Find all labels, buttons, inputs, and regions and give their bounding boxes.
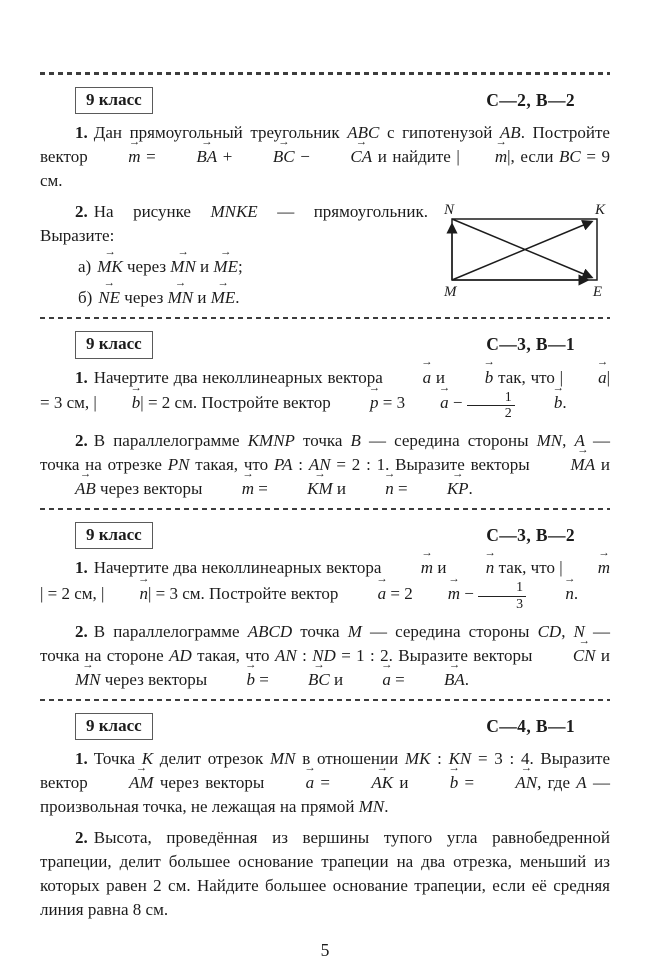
problem-body: Дан прямоугольный треугольник ABC с гипотенузой AB. Постройте вектор m → = BA → + BC → − CA → и найдите | m →|, если BC = 9 см. xyxy=(40,123,610,190)
section-header xyxy=(40,331,610,358)
dashed-separator xyxy=(40,317,610,320)
grade-badge: 9 класс xyxy=(75,713,153,740)
problem-text xyxy=(40,366,610,422)
section-s3-v1 xyxy=(40,331,610,500)
problem-number: 2. xyxy=(75,828,88,848)
grade-badge: 9 класс xyxy=(75,331,153,358)
rectangle-diagram xyxy=(440,202,610,298)
vertex-label-n: N xyxy=(444,201,455,218)
vertex-label-k: K xyxy=(594,201,605,218)
problem-body: В параллелограмме KMNP точка B — середина стороны MN, A — точка на отрезке PN такая, что PA : AN = 2 : 1. Выразите векторы MA → и AB → через векторы m → = KM → и n → = KP →. xyxy=(40,431,610,498)
subitem-label: а) xyxy=(78,256,92,276)
variant-code: С—2, В—2 xyxy=(486,89,575,110)
problem-text xyxy=(40,429,610,501)
section-header xyxy=(40,713,610,740)
section-s2-v2 xyxy=(40,87,610,317)
dashed-separator xyxy=(40,508,610,511)
vertex-label-e: E xyxy=(592,283,602,298)
section-s4-v1 xyxy=(40,713,610,922)
grade-badge: 9 класс xyxy=(75,522,153,549)
problem-with-figure xyxy=(40,200,610,317)
problem-number: 1. xyxy=(75,558,88,578)
section-header xyxy=(40,522,610,549)
rectangle-mnke-svg xyxy=(440,202,610,298)
section-header xyxy=(40,87,610,114)
problem-text xyxy=(40,620,610,692)
problem-text xyxy=(40,556,610,612)
problem-body: Высота, проведённая из вершины тупого угла равнобедренной трапеции, делит большее основание трапеции на два отрезка, меньший из которых равен 2 см. Найдите большее основание трапеции, если её средняя линия равна 8 см. xyxy=(40,828,610,920)
section-s3-v2 xyxy=(40,522,610,691)
vertex-label-m: M xyxy=(444,283,457,298)
dashed-separator xyxy=(40,699,610,702)
problem-body: В параллелограмме ABCD точка M — середина стороны CD, N — точка на стороне AD такая, что AN : ND = 1 : 2. Выразите векторы CN → и MN → через векторы b → = BC → и a → = BA →. xyxy=(40,622,610,689)
subitem-body: NE → через MN → и ME →. xyxy=(98,288,239,307)
problem-text xyxy=(40,121,610,193)
dashed-separator xyxy=(40,72,610,75)
subitem-body: MK → через MN → и ME →; xyxy=(97,257,242,276)
problem-number: 1. xyxy=(75,122,88,142)
problem-number: 1. xyxy=(75,367,88,387)
problem-number: 2. xyxy=(75,430,88,450)
problem-number: 2. xyxy=(75,621,88,641)
problem-body: Начертите два неколлинеарных вектора m → и n → так, что | m →| = 2 см, | n →| = 3 см. Постройте вектор a → = 2 m → − $\frac{1}{3}$ n →. xyxy=(40,558,610,603)
problem-number: 2. xyxy=(75,201,88,221)
variant-code: С—3, В—1 xyxy=(486,334,575,355)
diagonal-ne-arrow xyxy=(452,219,592,278)
diagonal-mk-arrow xyxy=(452,221,592,280)
problem-text xyxy=(40,826,610,922)
variant-code: С—3, В—2 xyxy=(486,525,575,546)
problem-number: 1. xyxy=(75,749,88,769)
grade-badge: 9 класс xyxy=(75,87,153,114)
problem-body: Точка K делит отрезок MN в отношении MK : KN = 3 : 4. Выразите вектор AM → через векторы a → = AK → и b → = AN →, где A — произвольная точка, не лежащая на прямой MN. xyxy=(40,749,610,816)
subitem-label: б) xyxy=(78,287,93,307)
problem-body: На рисунке MNKE — прямоугольник. Выразите: xyxy=(40,201,428,245)
problem-text xyxy=(40,747,610,819)
problem-body: Начертите два неколлинеарных вектора a → и b → так, что | a →| = 3 см, | b →| = 2 см. Постройте вектор p → = 3 a → − $\frac{1}{2}$ b →. xyxy=(40,368,610,413)
page-number: 5 xyxy=(320,940,330,961)
variant-code: С—4, В—1 xyxy=(486,716,575,737)
